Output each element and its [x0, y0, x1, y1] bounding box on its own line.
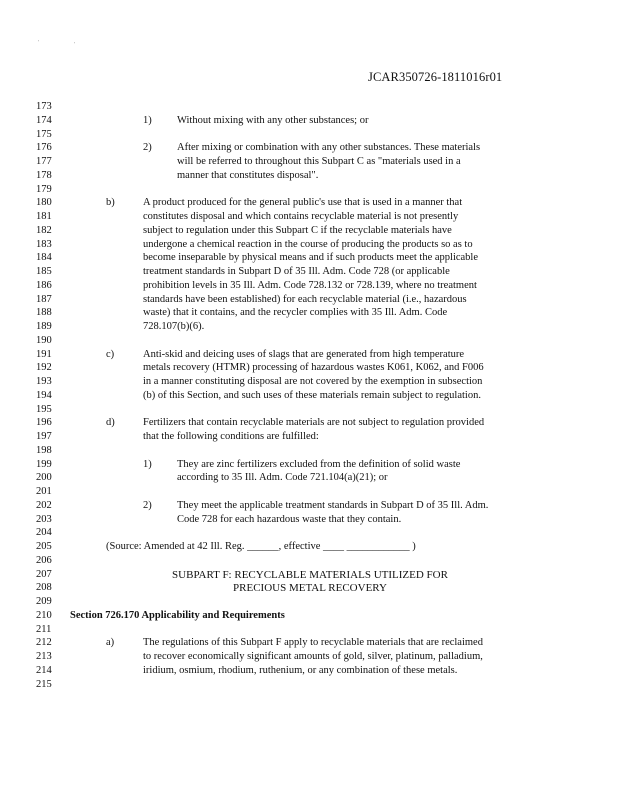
line-number: 191	[36, 348, 52, 360]
paragraph-label: 2)	[143, 499, 152, 511]
line-number: 174	[36, 114, 52, 126]
line-number: 201	[36, 486, 52, 497]
line-text: to recover economically significant amounts of gold, silver, platinum, palladium,	[143, 651, 483, 662]
line-text: standards have been established) for each recyclable material (i.e., hazardous	[143, 293, 467, 305]
line-text: They meet the applicable treatment standards in Subpart D of 35 Ill. Adm.	[177, 499, 489, 511]
line-text: that the following conditions are fulfilled:	[143, 431, 319, 442]
paragraph-label: 1)	[143, 458, 152, 470]
line-text: Anti-skid and deicing uses of slags that are generated from high temperature	[143, 348, 465, 360]
line-text: waste) that it contains, and the recycler complies with 35 Ill. Adm. Code	[143, 307, 448, 319]
line-text: according to 35 Ill. Adm. Code 721.104(a)(21); or	[177, 472, 388, 484]
line-number: 187	[36, 293, 52, 305]
line-text: 728.107(b)(6).	[143, 321, 205, 332]
line-number: 173	[36, 101, 52, 112]
line-text: After mixing or combination with any other substances. These materials	[177, 142, 481, 154]
line-text: Without mixing with any other substances; or	[177, 114, 369, 126]
scan-mark: '	[74, 42, 76, 48]
line-text: undergone a chemical reaction in the course of producing the products so as to	[143, 238, 473, 250]
paragraph-label: b)	[106, 197, 115, 209]
line-text: (Source: Amended at 42 Ill. Reg. ______, effective ____ ____________ )	[106, 541, 416, 552]
line-number: 203	[36, 513, 52, 525]
subpart-heading: SUBPART F: RECYCLABLE MATERIALS UTILIZED FOR	[172, 568, 448, 581]
subpart-heading: PRECIOUS METAL RECOVERY	[233, 582, 387, 595]
line-text: will be referred to throughout this Subpart C as "materials used in a	[177, 156, 461, 167]
line-number: 190	[36, 334, 52, 346]
line-number: 194	[36, 389, 52, 401]
line-number: 214	[36, 664, 52, 676]
line-text: prohibition levels in 35 Ill. Adm. Code 728.132 or 728.139, where no treatment	[143, 279, 477, 291]
line-text: in a manner constituting disposal are not covered by the exemption in subsection	[143, 376, 483, 387]
line-number: 211	[36, 623, 52, 635]
line-text: iridium, osmium, rhodium, ruthenium, or any combination of these metals.	[143, 664, 458, 676]
line-number: 207	[36, 568, 52, 580]
line-number: 193	[36, 376, 52, 387]
line-number: 213	[36, 651, 52, 662]
line-number: 189	[36, 321, 52, 332]
line-number: 200	[36, 472, 52, 484]
paragraph-label: d)	[106, 417, 115, 429]
line-number: 181	[36, 211, 52, 222]
line-number: 192	[36, 362, 52, 374]
line-text: metals recovery (HTMR) processing of hazardous wastes K061, K062, and F006	[143, 362, 484, 374]
paragraph-label: a)	[106, 637, 115, 649]
line-text: A product produced for the general public's use that is used in a manner that	[143, 197, 463, 209]
line-text: (b) of this Section, and such uses of these materials remain subject to regulation.	[143, 389, 481, 401]
scan-mark: '	[38, 40, 40, 46]
line-number: 215	[36, 678, 52, 690]
line-number: 204	[36, 527, 52, 539]
line-text: constitutes disposal and which contains recyclable material is not presently	[143, 211, 459, 222]
line-number: 186	[36, 279, 52, 291]
line-number: 212	[36, 637, 52, 649]
line-number: 205	[36, 541, 52, 552]
line-text: become inseparable by physical means and if such products meet the applicable	[143, 252, 479, 264]
line-text: manner that constitutes disposal".	[177, 169, 319, 181]
line-text: They are zinc fertilizers excluded from the definition of solid waste	[177, 458, 461, 470]
paragraph-label: 1)	[143, 114, 152, 126]
line-number: 183	[36, 238, 52, 250]
line-number: 196	[36, 417, 52, 429]
line-number: 195	[36, 403, 52, 415]
line-number: 184	[36, 252, 52, 264]
document-id: JCAR350726-1811016r01	[368, 70, 503, 84]
line-number: 180	[36, 197, 52, 209]
line-number: 209	[36, 596, 52, 607]
line-text: subject to regulation under this Subpart C if the recyclable materials have	[143, 224, 452, 236]
line-number: 208	[36, 582, 52, 594]
line-number: 178	[36, 169, 52, 181]
line-number: 199	[36, 458, 52, 470]
line-number: 197	[36, 431, 52, 442]
line-number: 210	[36, 609, 52, 621]
line-number: 202	[36, 499, 52, 511]
line-text: Code 728 for each hazardous waste that they contain.	[177, 513, 402, 525]
line-number: 185	[36, 266, 52, 277]
line-number: 206	[36, 554, 52, 566]
line-text: Fertilizers that contain recyclable materials are not subject to regulation provided	[143, 417, 485, 429]
line-number: 182	[36, 224, 52, 236]
line-number: 176	[36, 142, 52, 154]
paragraph-label: 2)	[143, 142, 152, 154]
line-number: 188	[36, 307, 52, 319]
section-heading: Section 726.170 Applicability and Requirements	[70, 609, 285, 621]
line-number: 198	[36, 444, 52, 456]
line-text: The regulations of this Subpart F apply to recyclable materials that are reclaimed	[143, 637, 483, 649]
line-number: 179	[36, 183, 52, 195]
line-number: 175	[36, 128, 52, 140]
paragraph-label: c)	[106, 348, 115, 360]
line-number: 177	[36, 156, 52, 167]
line-text: treatment standards in Subpart D of 35 Ill. Adm. Code 728 (or applicable	[143, 266, 450, 277]
